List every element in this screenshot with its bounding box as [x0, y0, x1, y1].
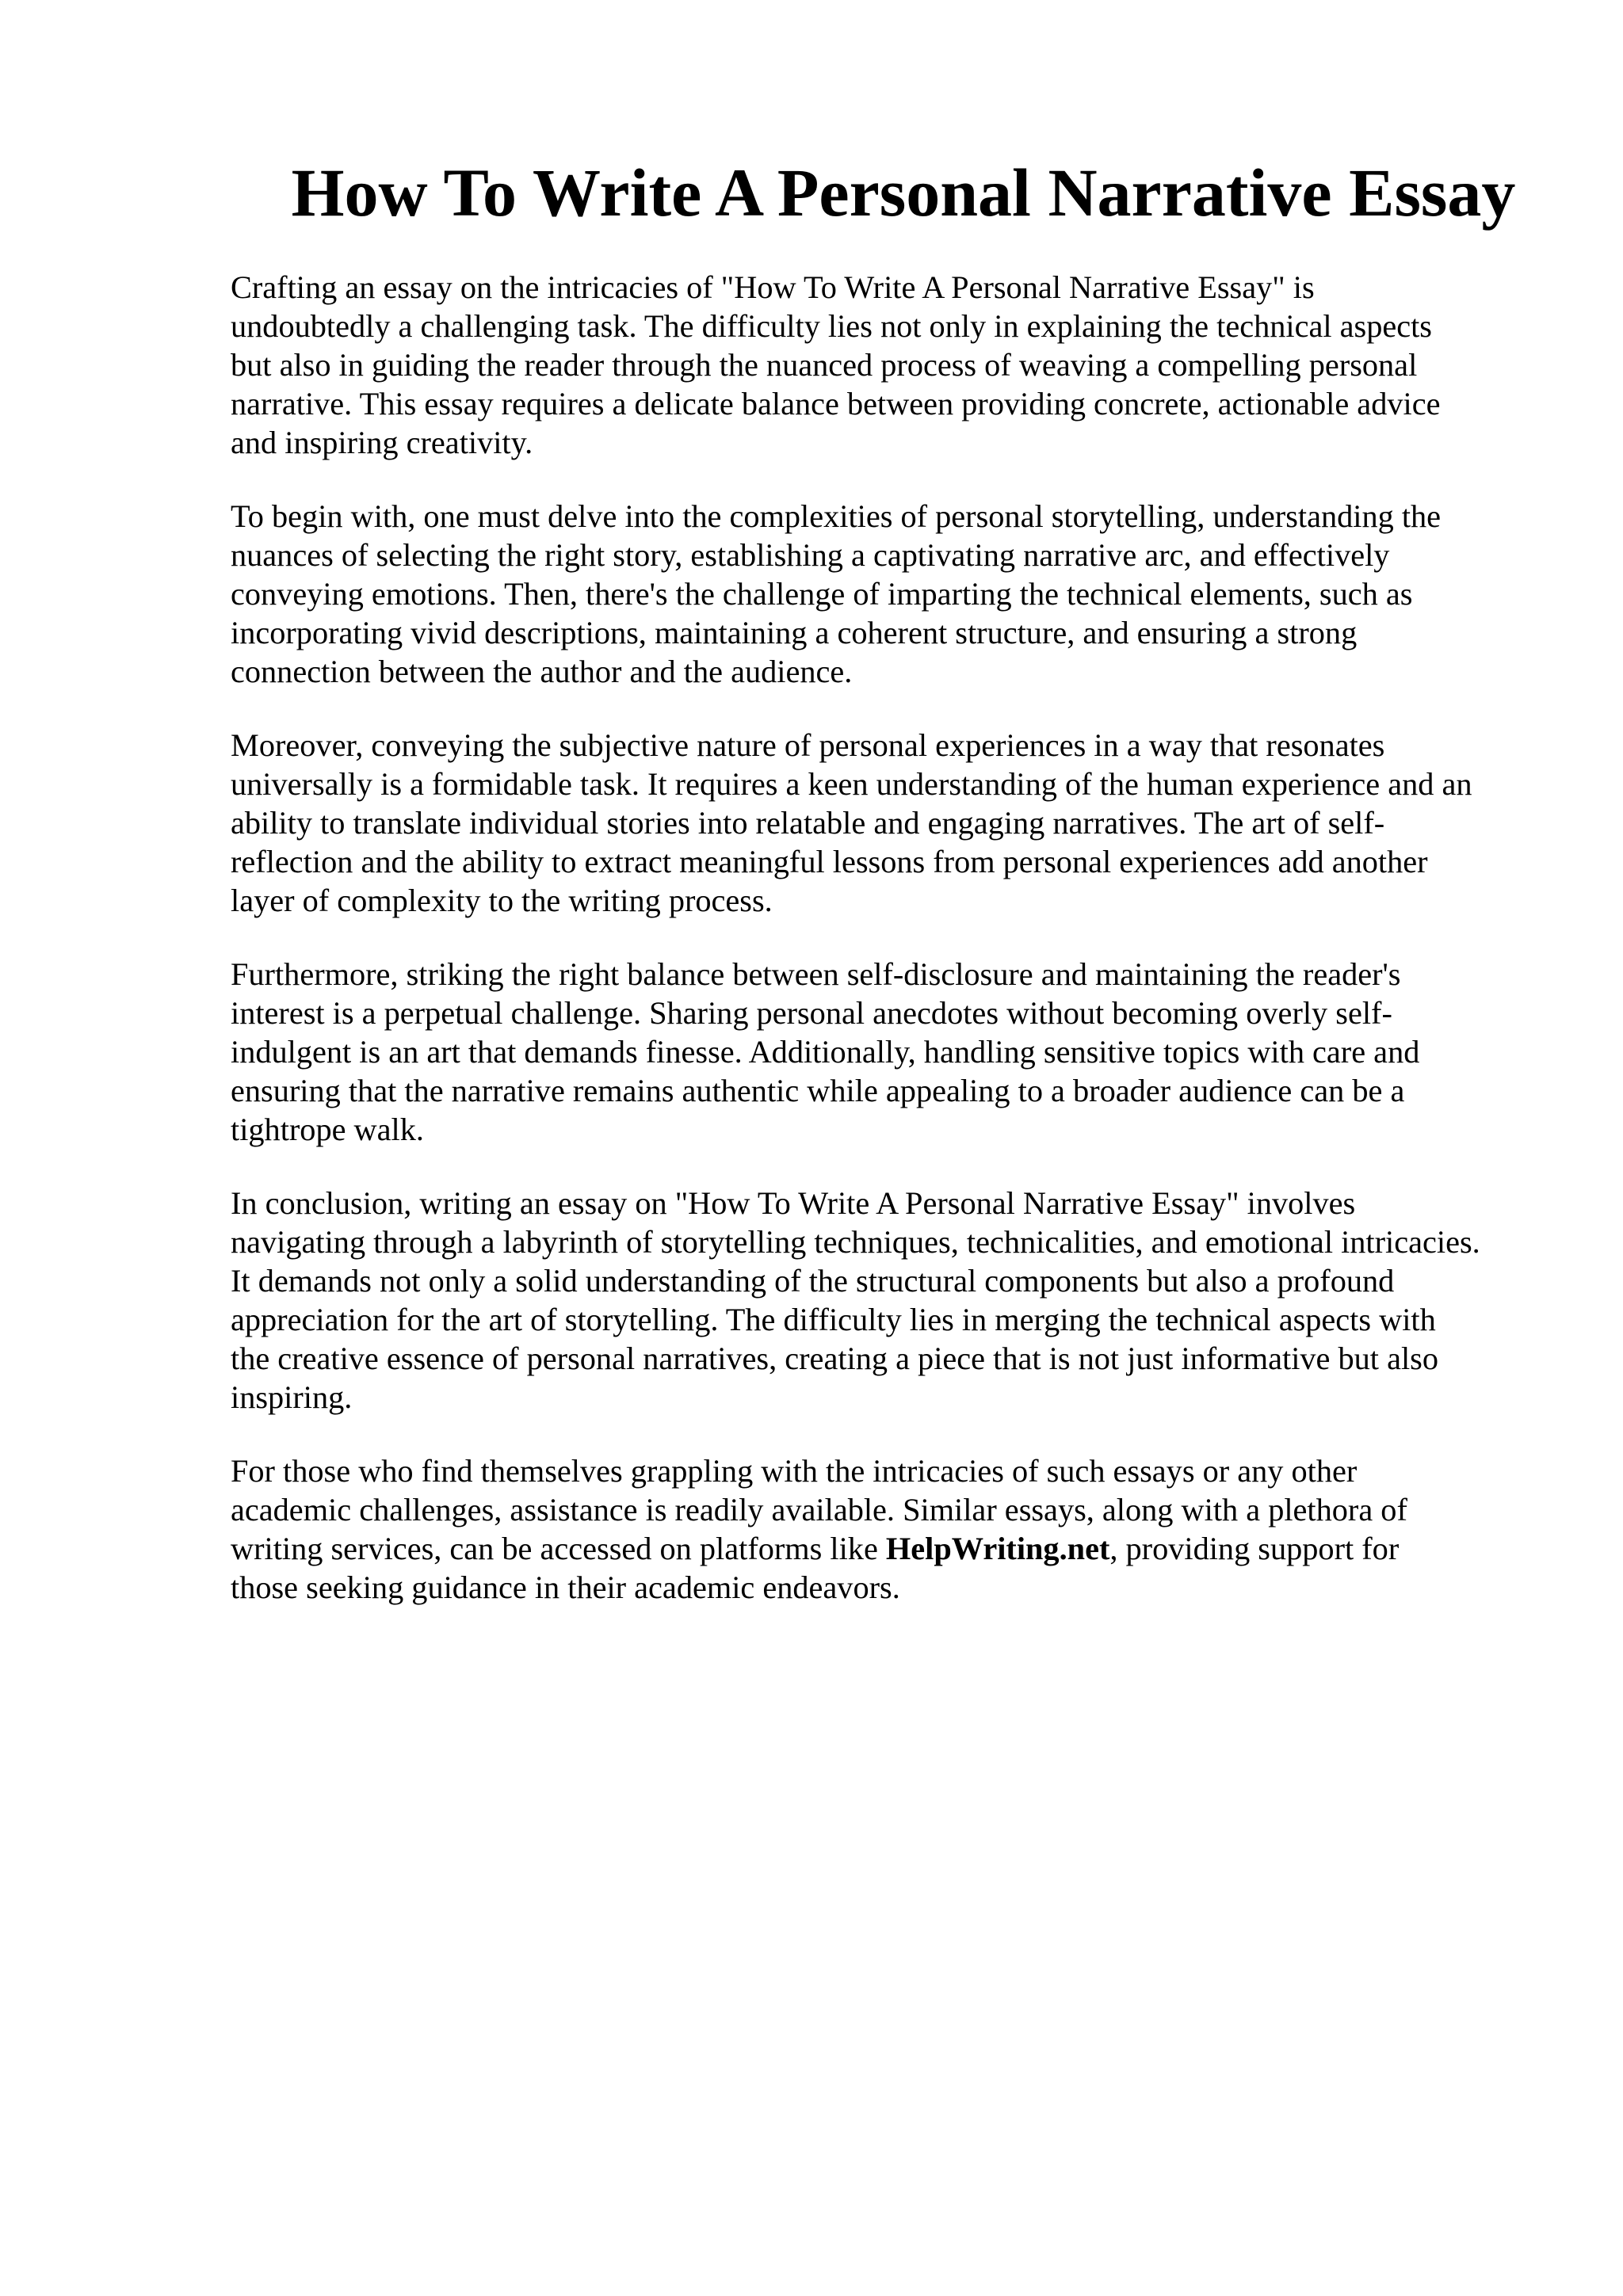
text-line: layer of complexity to the writing process.: [231, 883, 773, 918]
text-line: and inspiring creativity.: [231, 425, 533, 460]
essay-body: [231, 268, 1530, 1642]
text-line: interest is a perpetual challenge. Sharing personal anecdotes without becoming overly self-: [231, 995, 1392, 1031]
text-line: In conclusion, writing an essay on "How To Write A Personal Narrative Essay" involves: [231, 1185, 1356, 1221]
paragraph-1: [231, 268, 1530, 462]
text-line: navigating through a labyrinth of storytelling techniques, technicalities, and emotional intricacies.: [231, 1224, 1480, 1260]
text-line: universally is a formidable task. It requires a keen understanding of the human experience and an: [231, 766, 1472, 802]
text-segment: writing services, can be accessed on platforms like: [231, 1531, 886, 1566]
text-segment: , providing support for: [1109, 1531, 1400, 1566]
text-line: inspiring.: [231, 1379, 353, 1415]
text-line: ability to translate individual stories into relatable and engaging narratives. The art of self-: [231, 805, 1385, 841]
text-line: narrative. This essay requires a delicate balance between providing concrete, actionable advice: [231, 386, 1441, 421]
text-line: It demands not only a solid understanding of the structural components but also a profound: [231, 1263, 1395, 1299]
text-line: nuances of selecting the right story, establishing a captivating narrative arc, and effectively: [231, 537, 1390, 573]
paragraph-6: [231, 1451, 1530, 1607]
paragraph-3: [231, 726, 1530, 920]
text-line: indulgent is an art that demands finesse. Additionally, handling sensitive topics with care and: [231, 1034, 1420, 1070]
text-line: [231, 1529, 1530, 1568]
text-line: tightrope walk.: [231, 1112, 424, 1147]
text-line: undoubtedly a challenging task. The difficulty lies not only in explaining the technical aspects: [231, 308, 1432, 344]
text-line: appreciation for the art of storytelling. The difficulty lies in merging the technical aspects with: [231, 1302, 1436, 1337]
text-line: ensuring that the narrative remains authentic while appealing to a broader audience can be a: [231, 1073, 1405, 1108]
site-name-link[interactable]: HelpWriting.net: [885, 1531, 1110, 1566]
paragraph-2: [231, 497, 1530, 691]
paragraph-5: [231, 1184, 1530, 1417]
text-line: connection between the author and the audience.: [231, 654, 853, 689]
text-line: those seeking guidance in their academic endeavors.: [231, 1569, 900, 1605]
page-title: How To Write A Personal Narrative Essay: [291, 154, 1516, 231]
text-line: For those who find themselves grappling with the intricacies of such essays or any other: [231, 1453, 1358, 1489]
text-line: reflection and the ability to extract meaningful lessons from personal experiences add another: [231, 844, 1428, 879]
text-line: Crafting an essay on the intricacies of "How To Write A Personal Narrative Essay" is: [231, 269, 1315, 305]
text-line: conveying emotions. Then, there's the challenge of imparting the technical elements, such as: [231, 576, 1413, 612]
paragraph-4: [231, 955, 1530, 1149]
text-line: Moreover, conveying the subjective nature of personal experiences in a way that resonates: [231, 727, 1385, 763]
text-line: Furthermore, striking the right balance between self-disclosure and maintaining the reader's: [231, 956, 1401, 992]
text-line: To begin with, one must delve into the complexities of personal storytelling, understanding the: [231, 498, 1442, 534]
text-line: the creative essence of personal narratives, creating a piece that is not just informative but also: [231, 1341, 1438, 1376]
text-line: but also in guiding the reader through the nuanced process of weaving a compelling personal: [231, 347, 1418, 383]
text-line: academic challenges, assistance is readily available. Similar essays, along with a plethora of: [231, 1492, 1407, 1527]
text-line: incorporating vivid descriptions, maintaining a coherent structure, and ensuring a strong: [231, 615, 1358, 650]
